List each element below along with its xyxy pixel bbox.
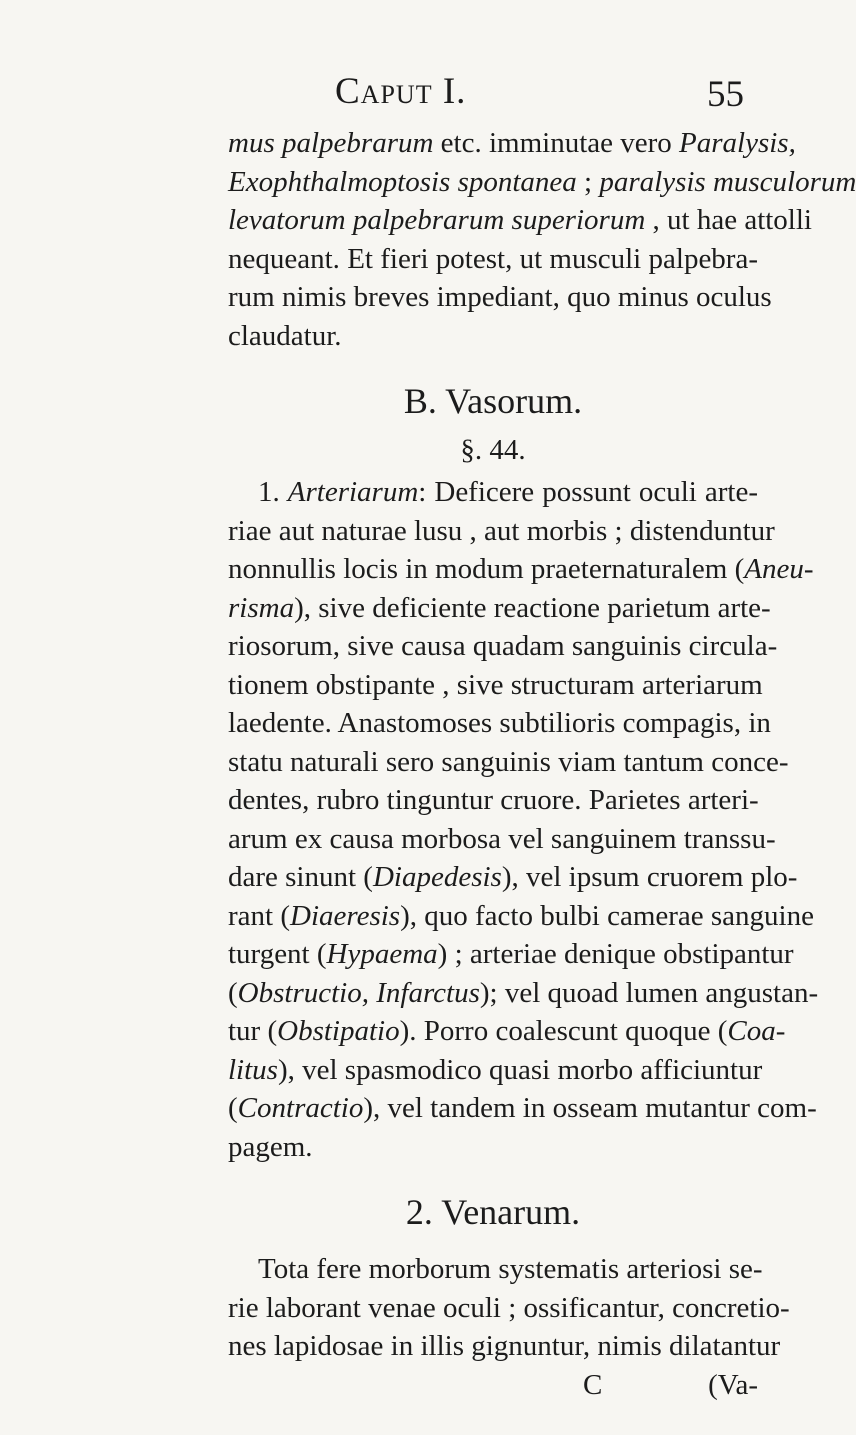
text-line	[228, 858, 798, 897]
text-line	[228, 974, 819, 1013]
italic-text: paralysis musculorum	[599, 165, 856, 198]
text-run: arum ex causa morbosa vel sanguinem transsu-	[228, 822, 776, 855]
text-line	[228, 550, 814, 589]
text-line	[228, 1327, 781, 1366]
italic-text: mus palpebrarum	[228, 127, 434, 159]
text-line	[228, 1250, 763, 1289]
italic-text: Exophthalmoptosis spontanea	[228, 165, 577, 198]
paragraph-paralysis	[228, 124, 856, 355]
text-run: statu naturali sero sanguinis viam tantum conce-	[228, 745, 789, 778]
text-line	[228, 473, 758, 512]
italic-text: Contractio	[237, 1092, 364, 1124]
text-run: riae aut naturae lusu , aut morbis ; distenduntur	[228, 514, 775, 547]
text-run: nequeant. Et fieri potest, ut musculi palpebra-	[228, 242, 758, 275]
italic-text: Paralysis,	[679, 127, 796, 159]
text-line	[228, 820, 776, 859]
section-heading-venarum: 2. Venarum.	[405, 1192, 581, 1232]
text-line	[228, 240, 758, 279]
text-run: rum nimis breves impediant, quo minus oculus	[228, 281, 772, 313]
text-run: pagem.	[228, 1130, 313, 1163]
italic-text: Aneu-	[744, 553, 814, 585]
text-run: riosorum, sive causa quadam sanguinis circula-	[228, 630, 778, 662]
text-run: nes lapidosae in illis gignuntur, nimis dilatantur	[228, 1330, 781, 1362]
text-run: Tota fere morborum systematis arteriosi se-	[258, 1253, 763, 1285]
paragraph-arteriarum	[228, 473, 819, 1166]
italic-text: Obstructio, Infarctus	[237, 976, 480, 1009]
text-run: ), vel spasmodico quasi morbo afficiuntur	[277, 1053, 763, 1086]
text-line	[228, 666, 763, 705]
text-line	[228, 897, 814, 936]
text-run: etc. imminutae vero	[433, 127, 680, 159]
text-run: rant (	[228, 899, 290, 932]
text-run: ), vel ipsum cruorem plo-	[501, 861, 798, 893]
text-line	[228, 935, 794, 974]
text-run: (	[228, 976, 238, 1009]
page-header	[0, 70, 800, 120]
text-line	[228, 124, 796, 163]
text-line	[228, 1289, 790, 1328]
text-line	[228, 743, 789, 782]
text-run: laedente. Anastomoses subtilioris compagis, in	[228, 707, 771, 739]
text-line	[228, 781, 758, 820]
italic-text: levatorum palpebrarum superiorum	[228, 204, 646, 236]
italic-text: litus	[228, 1053, 278, 1086]
text-line	[228, 317, 758, 356]
italic-text: Hypaema	[326, 938, 438, 970]
text-line	[228, 1012, 786, 1051]
italic-text: Arteriarum	[287, 476, 419, 508]
text-run: 1.	[258, 476, 288, 508]
paragraph-number: §. 44.	[460, 434, 526, 466]
text-line	[228, 1089, 817, 1128]
running-head: Caput I.	[335, 71, 467, 112]
text-line	[228, 512, 775, 551]
text-line	[228, 589, 771, 628]
text-line	[228, 201, 812, 240]
page-number: 55	[707, 74, 744, 115]
text-run: turgent (	[228, 938, 327, 970]
catchword: (Va-	[708, 1368, 758, 1401]
text-line	[228, 278, 772, 317]
body-text	[228, 124, 856, 1404]
text-run: ); vel quoad lumen angustan-	[479, 976, 819, 1009]
text-line	[228, 627, 778, 666]
text-run: rie laborant venae oculi ; ossificantur, concretio-	[228, 1291, 790, 1324]
text-run: nonnullis locis in modum praeternaturalem (	[228, 553, 745, 585]
text-run: : Deficere possunt oculi arte-	[418, 476, 758, 508]
italic-text: risma	[228, 591, 295, 624]
italic-text: Diapedesis	[372, 861, 502, 893]
text-run: ). Porro coalescunt quoque (	[399, 1015, 728, 1047]
text-run: ), quo facto bulbi camerae sanguine	[400, 899, 814, 932]
italic-text: Obstipatio	[277, 1015, 400, 1047]
paragraph-venarum	[228, 1250, 790, 1366]
text-run: tionem obstipante , sive structuram arteriarum	[228, 668, 763, 701]
page-footer	[228, 1366, 758, 1404]
text-run: , ut hae attolli	[645, 204, 812, 236]
text-run: tur (	[228, 1015, 278, 1047]
text-line	[228, 1128, 758, 1167]
text-run: dare sinunt (	[228, 861, 373, 893]
text-line	[228, 1051, 763, 1090]
text-run: claudatur.	[228, 319, 342, 352]
text-run: ), sive deficiente reactione parietum arte-	[294, 591, 771, 624]
text-run: (	[228, 1092, 238, 1124]
text-run: ) ; arteriae denique obstipantur	[437, 938, 794, 970]
section-heading-vasorum: B. Vasorum.	[403, 381, 583, 421]
text-line	[228, 704, 771, 743]
text-run: ;	[576, 165, 600, 198]
italic-text: Coa-	[727, 1015, 786, 1047]
text-line	[228, 163, 856, 202]
italic-text: Diaeresis	[290, 899, 401, 932]
text-run: dentes, rubro tinguntur cruore. Parietes arteri-	[228, 784, 759, 816]
signature-mark: C	[583, 1368, 603, 1401]
text-run: ), vel tandem in osseam mutantur com-	[363, 1092, 817, 1124]
